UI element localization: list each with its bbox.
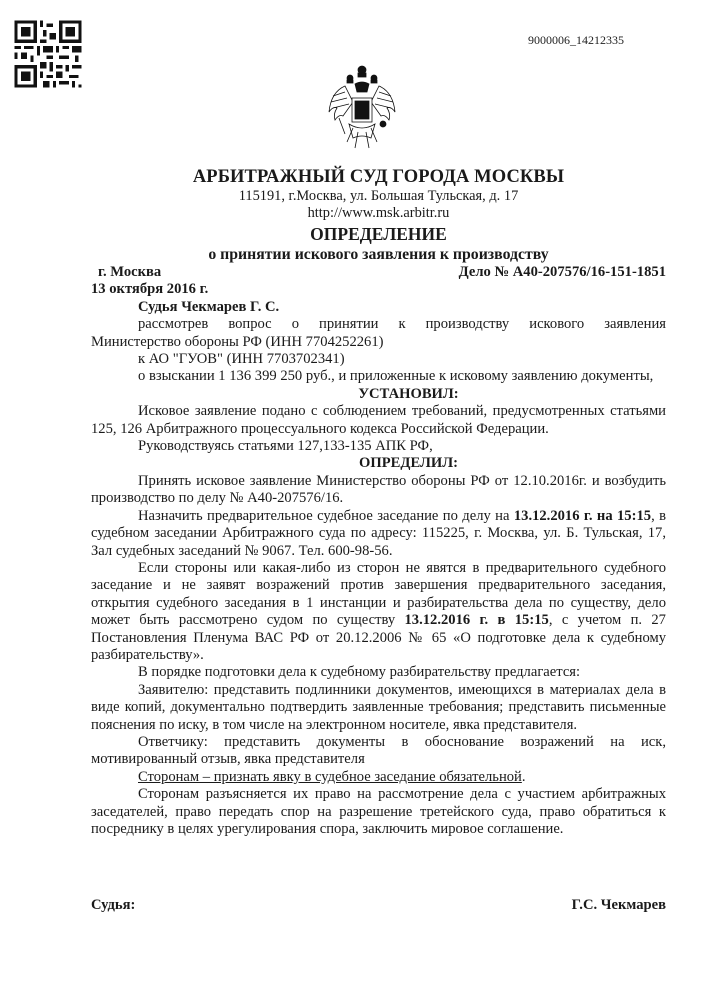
- ruled-paragraph-1: Принять исковое заявление Министерство обороны РФ от 12.10.2016г. и возбудить производство по делу № А40-207576/16.: [91, 472, 666, 507]
- ruled-paragraph-6: Ответчику: представить документы в обоснование возражений на иск, мотивированный отзыв, явка представителя: [91, 733, 666, 768]
- text-segment: .: [521, 768, 526, 785]
- coat-of-arms-icon: [325, 62, 399, 154]
- ruled-paragraph-8: Сторонам разъясняется их право на рассмотрение дела с участием арбитражных заседателей, право передать спор на разрешение третейского суда, право обратиться к посреднику в целях урегулирования спора, заключить мировое соглашение.: [91, 786, 666, 837]
- city: г. Москва: [98, 264, 162, 280]
- qr-code-icon: [8, 14, 88, 94]
- text-segment: , в судебном заседании Арбитражного суда по адресу: 115225, г. Москва, ул. Б. Тульская, 17, Зал судебных заседаний № 9067. Тел. 600-98-56.: [91, 507, 666, 559]
- ruled-paragraph-2: [91, 508, 666, 560]
- trial-datetime: 13.12.2016 г. в 15:15: [404, 612, 549, 629]
- intro-line-3: к АО "ГУОВ" (ИНН 7703702341): [138, 351, 345, 368]
- document-body: [91, 166, 666, 838]
- ruled-heading: ОПРЕДЕЛИЛ:: [359, 455, 458, 472]
- hearing-datetime: 13.12.2016 г. на 15:15: [513, 507, 652, 524]
- judge-line: Судья Чекмарев Г. С.: [138, 298, 280, 315]
- document-id: 9000006_14212335: [528, 33, 624, 47]
- signature-label: Судья:: [91, 897, 136, 913]
- text-segment: , с учетом п. 27 Постановления Пленума ВАС РФ от 20.12.2006 № 65 «О подготовке дела к судебному разбирательству».: [91, 612, 666, 663]
- established-paragraph-2: Руководствуясь статьями 127,133-135 АПК РФ,: [138, 438, 433, 455]
- document-title: ОПРЕДЕЛЕНИЕ: [310, 224, 447, 244]
- document-subtitle: о принятии искового заявления к производству: [208, 246, 549, 263]
- established-heading: УСТАНОВИЛ:: [358, 385, 459, 402]
- underlined-text: Сторонам – признать явку в судебное заседание обязательной: [138, 768, 522, 785]
- signature-row: [91, 897, 666, 914]
- court-address: 115191, г.Москва, ул. Большая Тульская, д. 17: [238, 188, 519, 204]
- established-paragraph-1: Исковое заявление подано с соблюдением требований, предусмотренных статьями 125, 126 Арбитражного процессуального кодекса Российской Федерации.: [91, 403, 666, 437]
- text-segment: Назначить предварительное судебное заседание по делу на: [138, 507, 514, 524]
- text-segment: Если стороны или какая-либо из сторон не явятся в предварительного судебного заседание и не заявят возражений против завершения предварительного заседания, открытия судебного заседания в 1 инстанции и разбирательства дела по существу, дело может быть рассмотрено судом по существу: [91, 559, 666, 629]
- ruled-paragraph-5: Заявителю: представить подлинники документов, имеющихся в материалах дела в виде копий, документально подтвердить заявленные требования; представить письменные пояснения по иску, в том числе на электронном носителе, явка представителя.: [91, 681, 666, 733]
- city-case-row: [91, 264, 666, 281]
- document-date: 13 октября 2016 г.: [91, 281, 209, 298]
- case-number: Дело № А40-207576/16-151-1851: [458, 264, 666, 280]
- ruled-paragraph-4: В порядке подготовки дела к судебному разбирательству предлагается:: [138, 664, 581, 681]
- court-name: АРБИТРАЖНЫЙ СУД ГОРОДА МОСКВЫ: [192, 167, 565, 187]
- intro-line-1: рассмотрев вопрос о принятии к производству искового заявления: [138, 316, 666, 333]
- ruled-paragraph-3: [91, 560, 666, 664]
- ruled-paragraph-7: [91, 769, 666, 786]
- intro-line-2: Министерство обороны РФ (ИНН 7704252261): [91, 333, 384, 350]
- court-url: http://www.msk.arbitr.ru: [307, 205, 450, 221]
- signature-name: Г.С. Чекмарев: [571, 897, 666, 913]
- intro-line-4: о взыскании 1 136 399 250 руб., и приложенные к исковому заявлению документы,: [138, 368, 654, 385]
